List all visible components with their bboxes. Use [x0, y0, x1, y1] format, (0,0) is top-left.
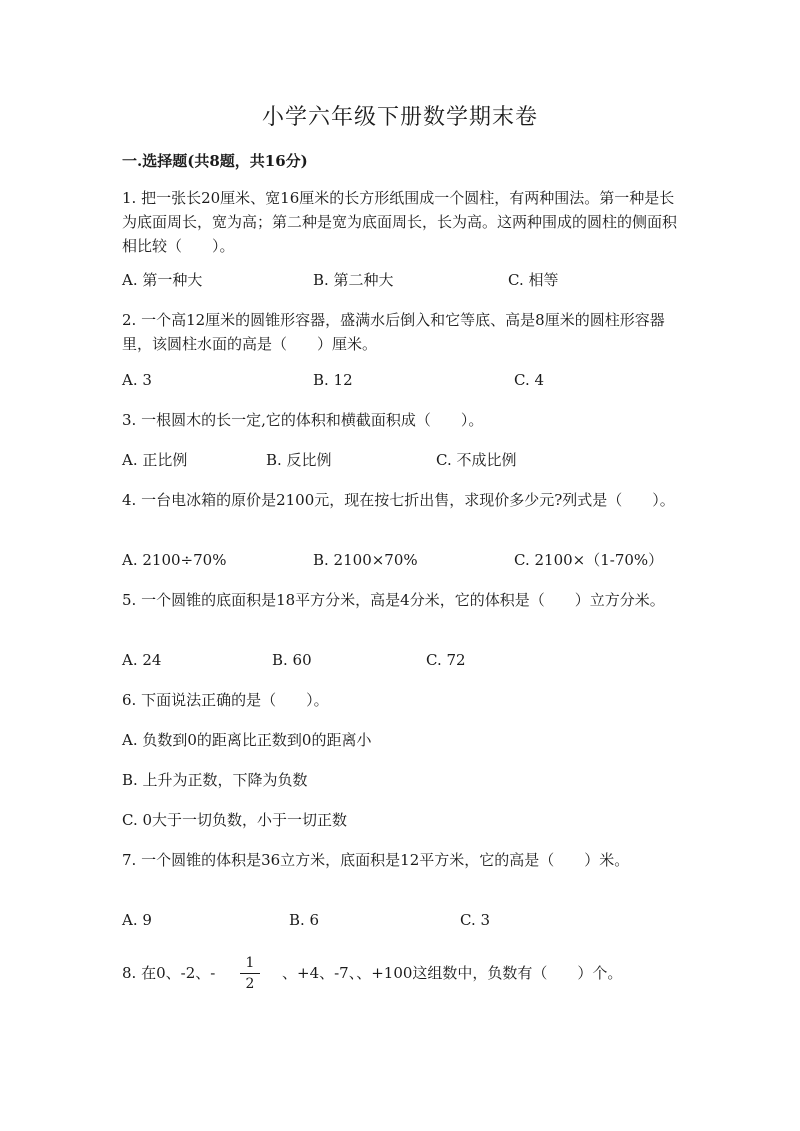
q7-option-a: A. 9 [122, 911, 152, 929]
question-6: 6. 下面说法正确的是（ ）。 [122, 691, 329, 709]
q3-option-b: B. 反比例 [266, 451, 332, 469]
q6-option-b: B. 上升为正数，下降为负数 [122, 771, 308, 789]
section-heading: 一.选择题(共8题，共16分) [122, 152, 308, 170]
q1-option-a: A. 第一种大 [122, 271, 203, 289]
question-2: 2. 一个高12厘米的圆锥形容器，盛满水后倒入和它等底、高是8厘米的圆柱形容器里，该圆柱水面的高是（ ）厘米。 [122, 311, 665, 353]
q3-option-c: C. 不成比例 [436, 451, 517, 469]
question-7: 7. 一个圆锥的体积是36立方米，底面积是12平方米，它的高是（ ）米。 [122, 851, 630, 869]
q1-option-c: C. 相等 [508, 271, 559, 289]
question-4: 4. 一台电冰箱的原价是2100元，现在按七折出售，求现价多少元?列式是（ ）。 [122, 491, 675, 509]
q7-option-b: B. 6 [289, 911, 320, 929]
q4-option-b: B. 2100×70% [313, 551, 418, 569]
fraction-one-half [240, 954, 260, 993]
fraction-bar [240, 973, 260, 974]
q4-option-a: A. 2100÷70% [122, 551, 227, 569]
fraction-numerator: 1 [245, 955, 255, 971]
page-title: 小学六年级下册数学期末卷 [261, 105, 538, 130]
q2-option-b: B. 12 [313, 371, 353, 389]
question-5: 5. 一个圆锥的底面积是18平方分米，高是4分米，它的体积是（ ）立方分米。 [122, 591, 665, 609]
fraction-denominator: 2 [245, 976, 255, 992]
q4-option-c: C. 2100×（1-70%） [514, 551, 664, 569]
q5-option-c: C. 72 [426, 651, 466, 669]
q5-option-a: A. 24 [122, 651, 162, 669]
q1-option-b: B. 第二种大 [313, 271, 394, 289]
q5-option-b: B. 60 [272, 651, 312, 669]
q3-option-a: A. 正比例 [122, 451, 188, 469]
question-3: 3. 一根圆木的长一定,它的体积和横截面积成（ ）。 [122, 411, 484, 429]
q2-option-a: A. 3 [122, 371, 152, 389]
question-8-start: 8. 在0、-2、- [122, 964, 216, 982]
question-1: 1. 把一张长20厘米、宽16厘米的长方形纸围成一个圆柱，有两种围法。第一种是长为底面周长，宽为高；第二种是宽为底面周长，长为高。这两种围成的圆柱的侧面积相比较（ ）。 [122, 189, 678, 255]
q6-option-a: A. 负数到0的距离比正数到0的距离小 [122, 731, 372, 749]
q2-option-c: C. 4 [514, 371, 545, 389]
question-8-end: 、+4、-7、、+100这组数中，负数有（ ）个。 [282, 964, 623, 982]
q6-option-c: C. 0大于一切负数，小于一切正数 [122, 811, 348, 829]
q7-option-c: C. 3 [460, 911, 491, 929]
